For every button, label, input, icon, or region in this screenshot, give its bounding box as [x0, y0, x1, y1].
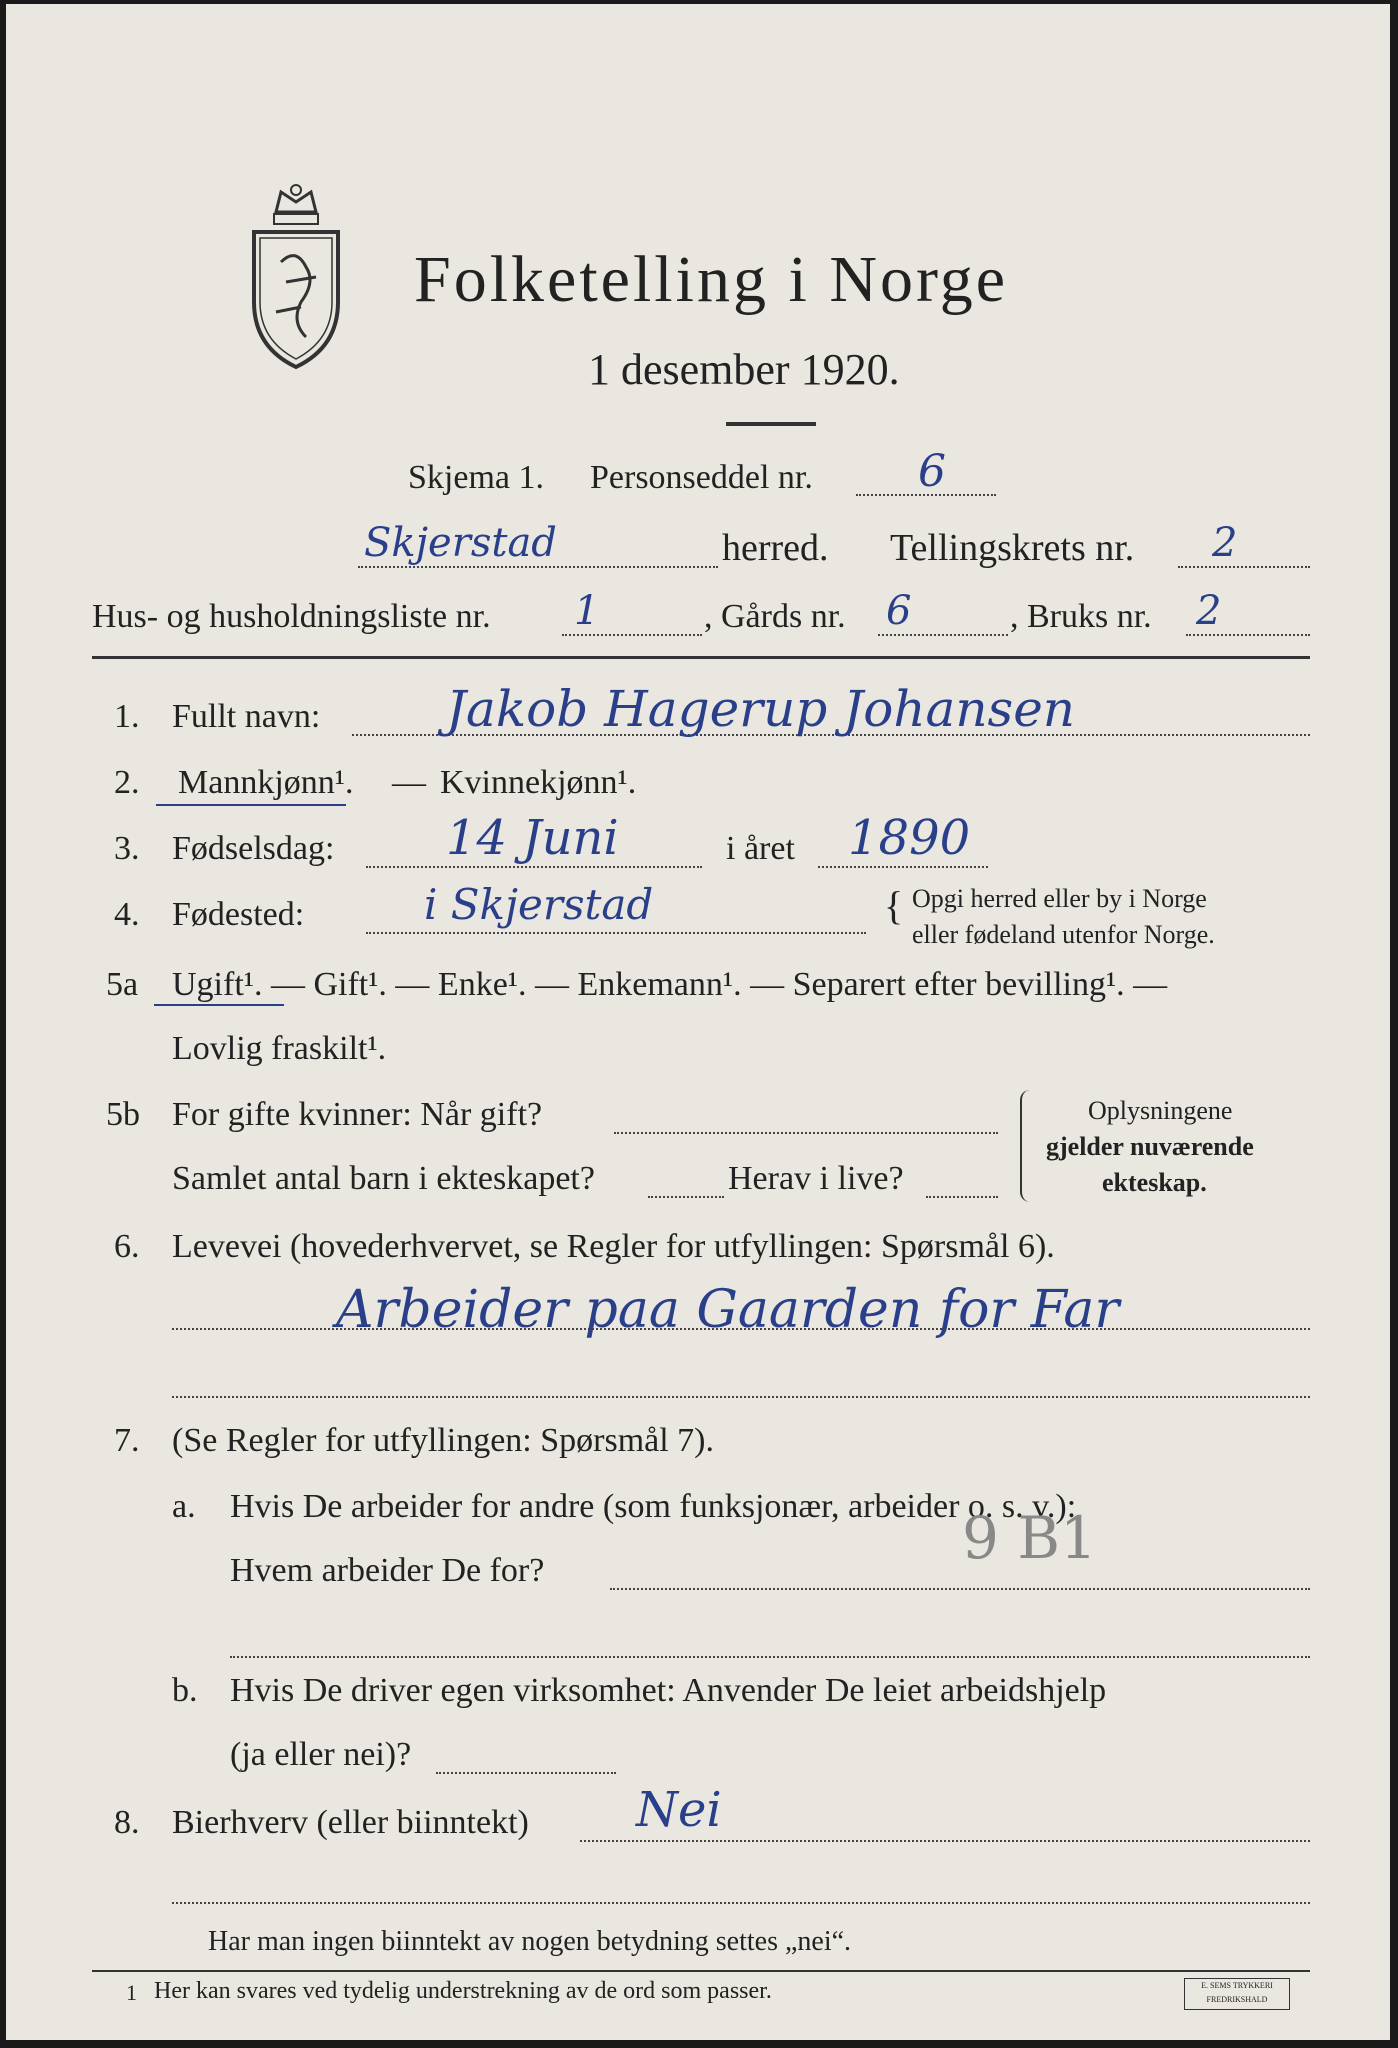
footer-note: Har man ingen biinntekt av nogen betydning settes „nei“.: [208, 1926, 852, 1957]
q2-female: Kvinnekjønn¹.: [440, 764, 637, 801]
tellingskrets-dots: [1178, 566, 1310, 568]
printer-stamp-line1: E. SEMS TRYKKERI: [1201, 1981, 1273, 1990]
q4-number: 4.: [114, 896, 140, 933]
q4-note-line1: Opgi herred eller by i Norge: [912, 884, 1207, 913]
q4-note-line2: eller fødeland utenfor Norge.: [912, 920, 1215, 949]
q2-separator: —: [392, 764, 426, 801]
gards-label: , Gårds nr.: [704, 598, 846, 635]
q7a-dots-1: [610, 1588, 1310, 1590]
q4-brace: {: [884, 883, 904, 928]
tellingskrets-value: 2: [1212, 520, 1238, 566]
footer-divider: [92, 1970, 1310, 1972]
q1-label: Fullt navn:: [172, 698, 321, 735]
form-title: Folketelling i Norge: [414, 243, 1009, 316]
q4-birthplace: i Skjerstad: [424, 880, 654, 929]
q6-occupation: Arbeider paa Gaarden for Far: [336, 1280, 1120, 1340]
personseddel-label: Personseddel nr.: [590, 459, 813, 496]
herred-dots: [358, 566, 718, 568]
bruks-value: 2: [1196, 588, 1222, 634]
q8-label: Bierhverv (eller biinntekt): [172, 1804, 529, 1841]
q3-year-dots: [818, 866, 988, 868]
q7-number: 7.: [114, 1422, 140, 1459]
q1-number: 1.: [114, 698, 140, 735]
herred-label: herred.: [722, 527, 829, 569]
q5b-line2a: Samlet antal barn i ekteskapet?: [172, 1160, 595, 1197]
footnote-text: Her kan svares ved tydelig understrekning av de ord som passer.: [154, 1978, 772, 2004]
q3-label: Fødselsdag:: [172, 830, 335, 867]
herred-value: Skjerstad: [364, 520, 557, 566]
q5b-bracket: [1020, 1090, 1030, 1202]
q4-dots: [366, 932, 866, 934]
husliste-label: Hus- og husholdningsliste nr.: [92, 598, 491, 635]
bruks-label: , Bruks nr.: [1010, 598, 1152, 635]
q5b-note-line1: Oplysningene: [1088, 1096, 1233, 1125]
q7b-line1: Hvis De driver egen virksomhet: Anvender De leiet arbeidshjelp: [230, 1672, 1107, 1709]
header-divider: [92, 656, 1310, 659]
printer-stamp-line2: FREDRIKSHALD: [1206, 1995, 1268, 2004]
footer-dots: [172, 1902, 1310, 1904]
q2-male-underline: [156, 804, 346, 806]
q5a-ugift-underline: [154, 1004, 284, 1006]
census-form: [6, 4, 1390, 2040]
q7b-dots: [436, 1772, 616, 1774]
q8-number: 8.: [114, 1804, 140, 1841]
coat-of-arms-icon: [246, 182, 346, 372]
q5b-line2b: Herav i live?: [728, 1160, 904, 1197]
q7a-line1: Hvis De arbeider for andre (som funksjonær, arbeider o. s. v.):: [230, 1488, 1077, 1525]
skjema-label: Skjema 1.: [408, 459, 544, 496]
q5b-note-line2: gjelder nuværende: [1046, 1132, 1254, 1161]
footnote-number: 1: [126, 1980, 137, 2005]
q5b-note-line3: ekteskap.: [1102, 1168, 1207, 1197]
q5b-alive-dots: [926, 1196, 998, 1198]
bruks-dots: [1186, 634, 1310, 636]
personseddel-value: 6: [918, 446, 946, 497]
census-date: 1 desember 1920.: [588, 345, 900, 394]
q8-dots: [580, 1840, 1310, 1842]
q2-male: Mannkjønn¹.: [178, 764, 354, 801]
q4-label: Fødested:: [172, 896, 305, 933]
q5b-children-dots: [648, 1196, 724, 1198]
q2-number: 2.: [114, 764, 140, 801]
gards-dots: [878, 634, 1008, 636]
title-divider: [726, 422, 816, 426]
q5a-number: 5a: [106, 966, 139, 1003]
q7a-dots-2: [230, 1656, 1310, 1658]
q3-birthday: 14 Juni: [446, 810, 619, 866]
q3-birth-year: 1890: [848, 810, 971, 866]
q6-number: 6.: [114, 1228, 140, 1265]
q7a-letter: a.: [172, 1488, 196, 1525]
q3-dots: [366, 866, 702, 868]
printer-stamp: [1184, 1978, 1290, 2010]
q5b-married-dots: [614, 1132, 998, 1134]
q6-label: Levevei (hovederhvervet, se Regler for utfyllingen: Spørsmål 6).: [172, 1228, 1055, 1265]
husliste-value: 1: [574, 588, 600, 634]
gards-value: 6: [886, 588, 912, 634]
q1-full-name: Jakob Hagerup Johansen: [446, 680, 1075, 738]
q8-side-income: Nei: [636, 1782, 722, 1838]
q7a-line2: Hvem arbeider De for?: [230, 1552, 545, 1589]
q5a-line1: Ugift¹. — Gift¹. — Enke¹. — Enkemann¹. — Separert efter bevilling¹. —: [172, 966, 1168, 1003]
q6-dots-2: [172, 1396, 1310, 1398]
q3-year-label: i året: [726, 830, 795, 867]
q7a-pencil-mark: 9 B1: [962, 1504, 1097, 1572]
tellingskrets-label: Tellingskrets nr.: [890, 527, 1135, 569]
husliste-dots: [562, 634, 702, 636]
q7b-letter: b.: [172, 1672, 198, 1709]
q7b-line2: (ja eller nei)?: [230, 1736, 412, 1773]
q5b-number: 5b: [106, 1096, 140, 1133]
q5a-line2: Lovlig fraskilt¹.: [172, 1030, 387, 1067]
q7-label: (Se Regler for utfyllingen: Spørsmål 7).: [172, 1422, 715, 1459]
q5b-line1: For gifte kvinner: Når gift?: [172, 1096, 543, 1133]
q6-dots-1: [172, 1328, 1310, 1330]
q3-number: 3.: [114, 830, 140, 867]
